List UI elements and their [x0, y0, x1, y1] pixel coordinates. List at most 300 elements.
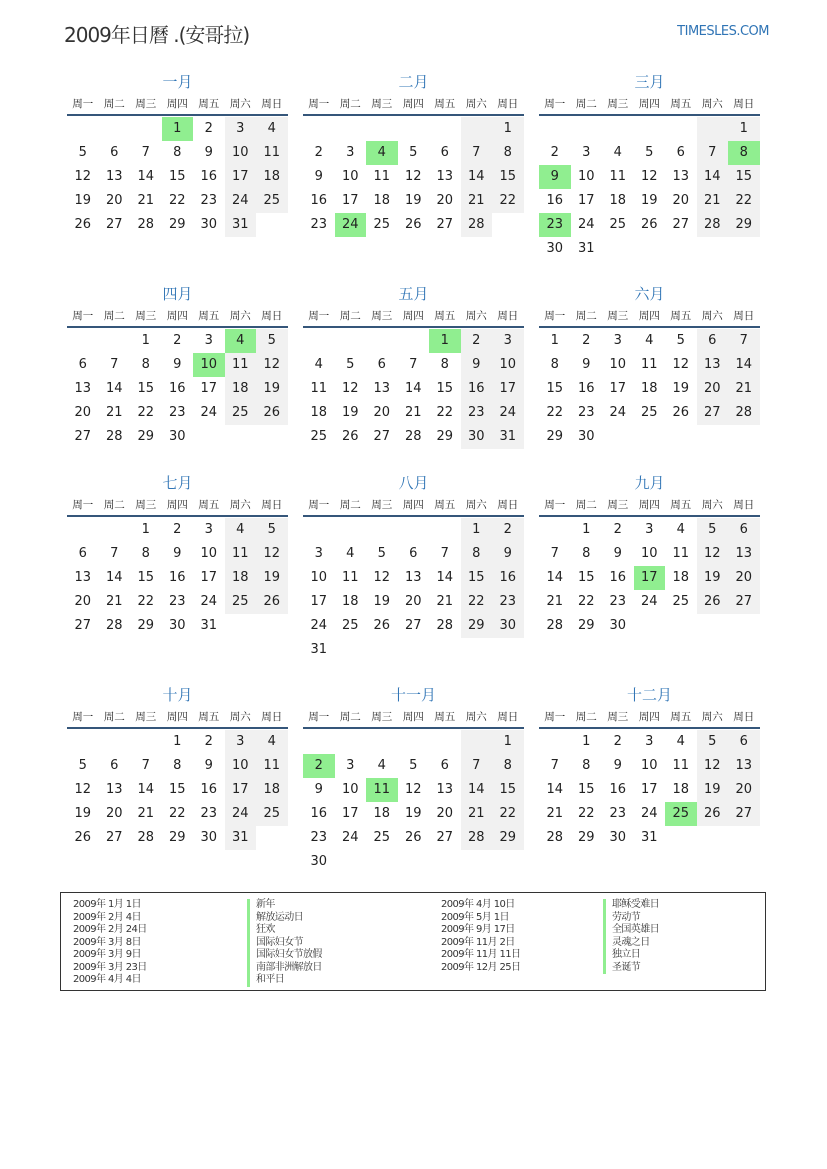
- weekday-label: 周日: [733, 310, 755, 322]
- weekday-label: 周四: [402, 98, 424, 110]
- month-title: 六月: [634, 285, 665, 303]
- weekday-label: 周三: [371, 98, 393, 110]
- day-cell-empty: [99, 329, 131, 353]
- weekday-label: 周四: [402, 310, 424, 322]
- day-cell: 25: [665, 802, 697, 826]
- month-4: [67, 284, 288, 449]
- holiday-date: 2009年 11月 2日: [441, 936, 515, 948]
- day-cell: 16: [200, 782, 218, 797]
- days-grid: [539, 730, 760, 850]
- day-cell-empty: [303, 117, 335, 141]
- day-cell: 8: [141, 546, 150, 561]
- day-cell: 10: [193, 353, 225, 377]
- day-cell: 9: [204, 145, 213, 160]
- day-cell: 26: [373, 618, 391, 633]
- day-cell: 15: [492, 778, 524, 802]
- day-cell-empty: [665, 425, 697, 449]
- day-cell: 5: [346, 357, 355, 372]
- day-cell-empty: [429, 730, 461, 754]
- day-cell: 19: [74, 193, 92, 208]
- day-cell: 4: [314, 357, 323, 372]
- month-title: 五月: [398, 285, 429, 303]
- day-cell: 9: [314, 169, 323, 184]
- weekday-label: 周一: [308, 98, 330, 110]
- day-cell: 8: [492, 754, 524, 778]
- holiday-name: 全国英雄日: [603, 924, 659, 937]
- day-cell: 26: [256, 401, 288, 425]
- day-cell: 14: [461, 165, 493, 189]
- day-cell-empty: [492, 850, 524, 874]
- day-cell: 4: [346, 546, 355, 561]
- holiday-name: 灵魂之日: [603, 937, 659, 950]
- day-cell: 23: [200, 193, 218, 208]
- holiday-dates-col-2: [441, 899, 520, 974]
- day-cell: 25: [373, 830, 391, 845]
- day-cell: 9: [204, 758, 213, 773]
- weekday-label: 周二: [103, 310, 125, 322]
- weekday-label: 周五: [434, 499, 456, 511]
- day-cell: 27: [74, 618, 92, 633]
- day-cell: 23: [609, 594, 627, 609]
- day-cell-empty: [634, 614, 666, 638]
- days-grid: [539, 518, 760, 638]
- day-cell: 10: [341, 169, 359, 184]
- weekday-label: 周日: [497, 711, 519, 723]
- day-cell: 25: [225, 590, 257, 614]
- day-cell: 13: [373, 381, 391, 396]
- day-cell: 16: [609, 570, 627, 585]
- day-cell: 7: [461, 754, 493, 778]
- day-cell: 11: [640, 357, 658, 372]
- day-cell-empty: [335, 730, 367, 754]
- day-cell-empty: [461, 730, 493, 754]
- day-cell: 3: [645, 522, 654, 537]
- day-cell: 28: [728, 401, 760, 425]
- day-cell: 5: [676, 333, 685, 348]
- day-cell: 20: [436, 193, 454, 208]
- day-cell: 1: [582, 522, 591, 537]
- day-cell: 8: [141, 357, 150, 372]
- day-cell: 9: [173, 546, 182, 561]
- weekday-label: 周四: [638, 711, 660, 723]
- day-cell: 13: [404, 570, 422, 585]
- weekday-label: 周四: [638, 98, 660, 110]
- day-cell: 8: [492, 141, 524, 165]
- day-cell: 7: [461, 141, 493, 165]
- day-cell: 18: [609, 193, 627, 208]
- day-cell: 30: [168, 429, 186, 444]
- day-cell: 27: [728, 802, 760, 826]
- day-cell: 30: [609, 830, 627, 845]
- day-cell: 9: [492, 542, 524, 566]
- weekday-header: [67, 94, 288, 116]
- day-cell: 13: [697, 353, 729, 377]
- day-cell: 2: [173, 333, 182, 348]
- day-cell-empty: [398, 518, 430, 542]
- day-cell: 13: [105, 782, 123, 797]
- day-cell-empty: [728, 614, 760, 638]
- day-cell-empty: [67, 117, 99, 141]
- holiday-name: 独立日: [603, 949, 659, 962]
- day-cell: 22: [577, 594, 595, 609]
- day-cell: 31: [640, 830, 658, 845]
- day-cell: 31: [577, 241, 595, 256]
- weekday-label: 周六: [229, 499, 251, 511]
- weekday-header: [539, 707, 760, 729]
- day-cell: 15: [461, 566, 493, 590]
- day-cell: 28: [137, 217, 155, 232]
- day-cell: 4: [676, 734, 685, 749]
- day-cell: 29: [168, 217, 186, 232]
- day-cell: 15: [137, 570, 155, 585]
- day-cell: 19: [697, 778, 729, 802]
- day-cell: 29: [577, 618, 595, 633]
- day-cell: 10: [640, 758, 658, 773]
- day-cell: 30: [461, 425, 493, 449]
- day-cell: 2: [173, 522, 182, 537]
- day-cell: 18: [672, 570, 690, 585]
- day-cell: 3: [613, 333, 622, 348]
- weekday-label: 周二: [575, 310, 597, 322]
- day-cell: 12: [404, 169, 422, 184]
- day-cell: 20: [404, 594, 422, 609]
- month-title: 十月: [162, 686, 193, 704]
- weekday-label: 周一: [72, 310, 94, 322]
- day-cell: 11: [225, 353, 257, 377]
- weekday-label: 周四: [638, 499, 660, 511]
- day-cell: 23: [492, 590, 524, 614]
- day-cell: 25: [672, 594, 690, 609]
- day-cell: 27: [728, 590, 760, 614]
- day-cell: 11: [366, 778, 398, 802]
- day-cell: 1: [492, 117, 524, 141]
- weekday-label: 周六: [465, 310, 487, 322]
- day-cell: 7: [110, 357, 119, 372]
- day-cell-empty: [256, 213, 288, 237]
- day-cell: 6: [728, 518, 760, 542]
- day-cell-empty: [335, 117, 367, 141]
- weekday-label: 周六: [701, 711, 723, 723]
- day-cell: 28: [404, 429, 422, 444]
- day-cell-empty: [67, 730, 99, 754]
- month-11: [303, 685, 524, 874]
- month-7: [67, 473, 288, 638]
- day-cell-empty: [571, 117, 603, 141]
- day-cell: 5: [697, 730, 729, 754]
- day-cell: 17: [640, 782, 658, 797]
- day-cell: 1: [550, 333, 559, 348]
- holiday-date: 2009年 1月 1日: [73, 899, 141, 910]
- holiday-date: 2009年 12月 25日: [441, 961, 521, 973]
- day-cell-empty: [99, 730, 131, 754]
- day-cell: 19: [672, 381, 690, 396]
- day-cell: 29: [137, 429, 155, 444]
- weekday-header: [539, 306, 760, 328]
- weekday-header: [303, 707, 524, 729]
- day-cell: 24: [200, 405, 218, 420]
- days-grid: [539, 329, 760, 449]
- day-cell-empty: [366, 329, 398, 353]
- weekday-label: 周日: [733, 499, 755, 511]
- weekday-label: 周三: [371, 310, 393, 322]
- day-cell: 16: [310, 193, 328, 208]
- day-cell: 16: [168, 570, 186, 585]
- weekday-header: [539, 94, 760, 116]
- day-cell: 31: [200, 618, 218, 633]
- day-cell: 30: [492, 614, 524, 638]
- holiday-names-col-1: [247, 899, 322, 987]
- weekday-label: 周一: [544, 711, 566, 723]
- day-cell: 22: [461, 590, 493, 614]
- day-cell: 23: [168, 594, 186, 609]
- day-cell: 2: [613, 734, 622, 749]
- weekday-label: 周四: [166, 310, 188, 322]
- day-cell-empty: [634, 117, 666, 141]
- day-cell: 2: [314, 145, 323, 160]
- day-cell: 28: [546, 618, 564, 633]
- day-cell-empty: [634, 237, 666, 261]
- day-cell: 12: [74, 169, 92, 184]
- day-cell: 1: [141, 333, 150, 348]
- day-cell: 10: [341, 782, 359, 797]
- weekday-label: 周日: [497, 98, 519, 110]
- day-cell: 2: [613, 522, 622, 537]
- day-cell-empty: [697, 614, 729, 638]
- day-cell: 8: [582, 758, 591, 773]
- weekday-label: 周二: [575, 499, 597, 511]
- day-cell: 7: [409, 357, 418, 372]
- day-cell: 29: [137, 618, 155, 633]
- day-cell: 26: [256, 590, 288, 614]
- weekday-label: 周日: [733, 711, 755, 723]
- day-cell: 30: [200, 830, 218, 845]
- weekday-label: 周六: [701, 98, 723, 110]
- day-cell-empty: [492, 638, 524, 662]
- day-cell: 23: [200, 806, 218, 821]
- day-cell: 16: [609, 782, 627, 797]
- day-cell-empty: [67, 518, 99, 542]
- day-cell: 12: [672, 357, 690, 372]
- weekday-label: 周六: [465, 98, 487, 110]
- holiday-name: 解放运动日: [247, 912, 322, 925]
- day-cell: 20: [373, 405, 391, 420]
- day-cell: 14: [137, 169, 155, 184]
- day-cell: 15: [436, 381, 454, 396]
- day-cell-empty: [634, 425, 666, 449]
- day-cell: 8: [173, 758, 182, 773]
- day-cell: 10: [577, 169, 595, 184]
- weekday-header: [67, 707, 288, 729]
- day-cell: 14: [105, 381, 123, 396]
- day-cell: 20: [105, 193, 123, 208]
- day-cell-empty: [256, 826, 288, 850]
- month-9: [539, 473, 760, 638]
- weekday-label: 周二: [575, 711, 597, 723]
- day-cell: 22: [168, 193, 186, 208]
- site-link[interactable]: TIMESLES.COM: [677, 24, 769, 39]
- day-cell-empty: [461, 850, 493, 874]
- day-cell: 17: [341, 806, 359, 821]
- day-cell: 2: [204, 121, 213, 136]
- holiday-date: 2009年 2月 4日: [73, 911, 141, 923]
- holiday-date: 2009年 3月 23日: [73, 961, 147, 973]
- day-cell: 15: [546, 381, 564, 396]
- day-cell: 3: [645, 734, 654, 749]
- day-cell-empty: [697, 117, 729, 141]
- day-cell: 2: [492, 518, 524, 542]
- day-cell: 8: [550, 357, 559, 372]
- day-cell-empty: [256, 614, 288, 638]
- weekday-label: 周四: [638, 310, 660, 322]
- day-cell: 25: [640, 405, 658, 420]
- day-cell: 10: [200, 546, 218, 561]
- holiday-date: 2009年 4月 10日: [441, 899, 515, 910]
- day-cell: 7: [141, 758, 150, 773]
- holiday-name: 国际妇女节: [247, 937, 322, 950]
- day-cell: 20: [728, 778, 760, 802]
- day-cell-empty: [67, 329, 99, 353]
- holiday-name: 国际妇女节放假: [247, 949, 322, 962]
- weekday-label: 周二: [339, 499, 361, 511]
- day-cell: 6: [377, 357, 386, 372]
- weekday-label: 周五: [670, 98, 692, 110]
- day-cell: 26: [404, 830, 422, 845]
- day-cell: 5: [78, 758, 87, 773]
- day-cell: 15: [168, 782, 186, 797]
- day-cell: 8: [461, 542, 493, 566]
- day-cell-empty: [461, 117, 493, 141]
- day-cell: 29: [728, 213, 760, 237]
- day-cell: 10: [492, 353, 524, 377]
- day-cell: 15: [137, 381, 155, 396]
- day-cell: 20: [672, 193, 690, 208]
- day-cell-empty: [366, 638, 398, 662]
- day-cell: 30: [577, 429, 595, 444]
- day-cell: 14: [137, 782, 155, 797]
- day-cell: 3: [492, 329, 524, 353]
- day-cell: 17: [609, 381, 627, 396]
- day-cell: 4: [256, 117, 288, 141]
- weekday-label: 周五: [670, 499, 692, 511]
- day-cell: 11: [609, 169, 627, 184]
- day-cell: 6: [697, 329, 729, 353]
- day-cell: 9: [613, 546, 622, 561]
- day-cell: 23: [539, 213, 571, 237]
- day-cell: 25: [225, 401, 257, 425]
- weekday-label: 周二: [103, 711, 125, 723]
- day-cell-empty: [728, 425, 760, 449]
- weekday-label: 周一: [72, 499, 94, 511]
- day-cell: 3: [204, 522, 213, 537]
- weekday-label: 周四: [166, 499, 188, 511]
- day-cell: 11: [310, 381, 328, 396]
- day-cell: 21: [728, 377, 760, 401]
- day-cell-empty: [366, 850, 398, 874]
- days-grid: [67, 117, 288, 237]
- day-cell: 9: [582, 357, 591, 372]
- day-cell: 9: [173, 357, 182, 372]
- day-cell: 12: [404, 782, 422, 797]
- day-cell: 8: [440, 357, 449, 372]
- day-cell: 14: [404, 381, 422, 396]
- day-cell-empty: [303, 329, 335, 353]
- day-cell: 21: [105, 594, 123, 609]
- weekday-label: 周二: [575, 98, 597, 110]
- day-cell: 21: [546, 806, 564, 821]
- holiday-list: [60, 892, 766, 991]
- day-cell: 2: [461, 329, 493, 353]
- weekday-header: [303, 94, 524, 116]
- day-cell: 10: [640, 546, 658, 561]
- day-cell: 4: [256, 730, 288, 754]
- day-cell: 28: [436, 618, 454, 633]
- day-cell-empty: [335, 850, 367, 874]
- day-cell-empty: [539, 117, 571, 141]
- day-cell-empty: [602, 237, 634, 261]
- day-cell: 7: [697, 141, 729, 165]
- day-cell: 13: [436, 782, 454, 797]
- day-cell: 12: [256, 542, 288, 566]
- day-cell: 24: [609, 405, 627, 420]
- day-cell-empty: [366, 518, 398, 542]
- day-cell: 21: [404, 405, 422, 420]
- day-cell: 2: [204, 734, 213, 749]
- weekday-label: 周六: [701, 310, 723, 322]
- day-cell: 16: [310, 806, 328, 821]
- weekday-label: 周二: [103, 98, 125, 110]
- weekday-label: 周六: [229, 310, 251, 322]
- day-cell-empty: [602, 425, 634, 449]
- day-cell-empty: [303, 518, 335, 542]
- day-cell: 20: [728, 566, 760, 590]
- day-cell: 14: [436, 570, 454, 585]
- holiday-name: 劳动节: [603, 912, 659, 925]
- weekday-label: 周一: [72, 711, 94, 723]
- day-cell: 12: [373, 570, 391, 585]
- day-cell: 10: [225, 754, 257, 778]
- day-cell: 16: [168, 381, 186, 396]
- weekday-label: 周一: [544, 499, 566, 511]
- day-cell: 4: [613, 145, 622, 160]
- weekday-label: 周日: [261, 98, 283, 110]
- weekday-header: [303, 495, 524, 517]
- day-cell-empty: [193, 425, 225, 449]
- day-cell: 21: [137, 193, 155, 208]
- weekday-label: 周日: [261, 310, 283, 322]
- holiday-name: 和平日: [247, 974, 322, 987]
- day-cell: 22: [492, 189, 524, 213]
- day-cell: 25: [373, 217, 391, 232]
- day-cell: 18: [256, 778, 288, 802]
- month-10: [67, 685, 288, 850]
- holiday-date: 2009年 9月 17日: [441, 924, 515, 935]
- day-cell: 26: [404, 217, 422, 232]
- day-cell: 11: [672, 546, 690, 561]
- day-cell: 25: [256, 189, 288, 213]
- weekday-label: 周六: [465, 711, 487, 723]
- day-cell: 18: [672, 782, 690, 797]
- weekday-label: 周五: [434, 98, 456, 110]
- day-cell: 27: [105, 830, 123, 845]
- day-cell: 19: [256, 377, 288, 401]
- day-cell: 29: [577, 830, 595, 845]
- day-cell: 12: [640, 169, 658, 184]
- page-title: 2009年日曆 .(安哥拉): [64, 23, 250, 47]
- day-cell-empty: [429, 850, 461, 874]
- day-cell: 24: [335, 213, 367, 237]
- month-title: 十二月: [626, 686, 672, 704]
- day-cell: 6: [78, 546, 87, 561]
